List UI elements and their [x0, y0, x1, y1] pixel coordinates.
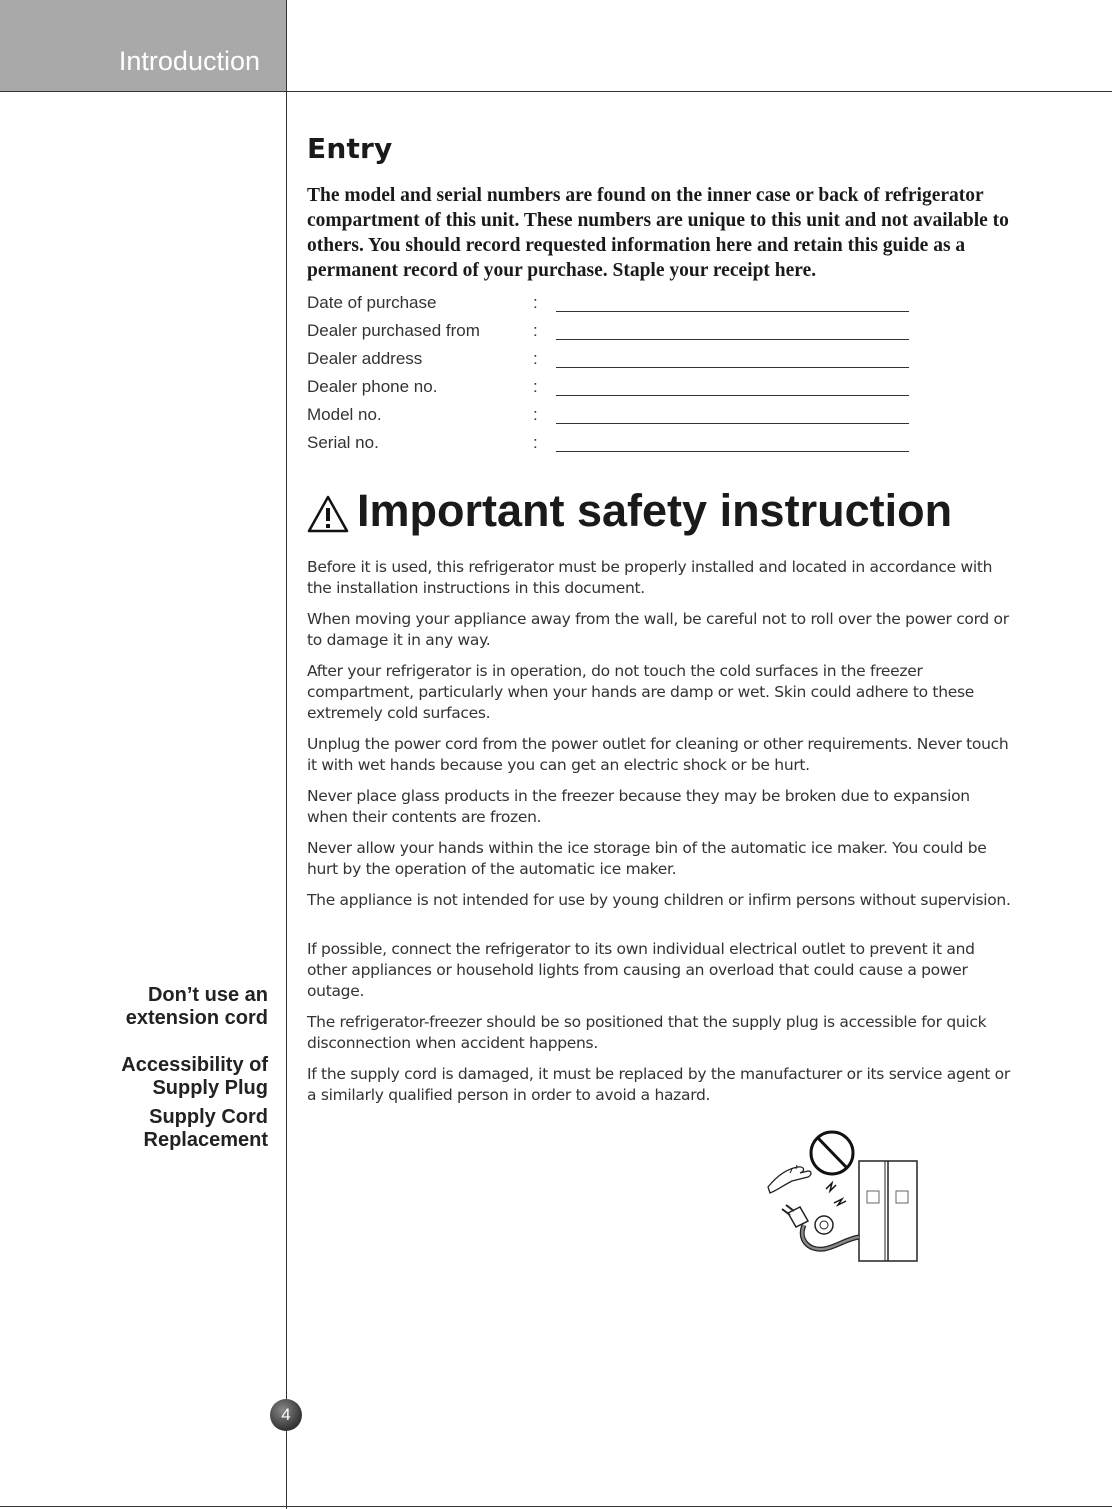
sidebar-heading-line: Accessibility of — [121, 1054, 268, 1076]
sidebar-heading-line: Supply Cord — [149, 1106, 268, 1128]
record-label: Model no. — [307, 405, 382, 424]
purchase-record-form — [307, 289, 1012, 457]
sidebar-heading-extension-cord — [126, 984, 268, 1030]
record-row — [307, 345, 1012, 373]
safety-paragraphs — [307, 557, 1012, 1106]
record-colon: : — [533, 433, 538, 452]
record-blank-line — [556, 395, 909, 396]
record-row — [307, 429, 1012, 457]
section-tab — [0, 0, 286, 91]
section-title: Introduction — [118, 46, 260, 76]
record-label: Dealer purchased from — [307, 321, 480, 340]
record-blank-line — [556, 339, 909, 340]
header-divider — [0, 91, 1112, 92]
record-row — [307, 317, 1012, 345]
no-wet-hands-plug-illustration — [762, 1125, 922, 1265]
record-colon: : — [533, 321, 538, 340]
safety-paragraph: Before it is used, this refrigerator must be properly installed and located in accordance with the installation instructions in this document. — [307, 558, 993, 597]
safety-heading — [307, 485, 1012, 537]
sidebar-heading-line: extension cord — [125, 1007, 268, 1029]
supply-plug-paragraph: The refrigerator-freezer should be so positioned that the supply plug is accessible for quick disconnection when accident happens. — [307, 1013, 987, 1052]
page-number: 4 — [270, 1399, 302, 1431]
record-blank-line — [556, 451, 909, 452]
sidebar-heading-line: Supply Plug — [152, 1077, 268, 1099]
safety-heading-text: Important safety instruction — [357, 485, 953, 536]
sidebar-heading-supply-plug — [121, 1054, 268, 1100]
sidebar-heading-line: Don’t use an — [147, 984, 268, 1006]
entry-title: Entry — [307, 132, 393, 165]
sidebar-heading-supply-cord — [144, 1106, 269, 1152]
safety-paragraph: After your refrigerator is in operation, do not touch the cold surfaces in the freezer compartment, particularly when your hands are damp or wet. Skin could adhere to these extremely cold surfaces. — [307, 662, 974, 722]
sidebar-heading-line: Replacement — [143, 1129, 268, 1151]
record-colon: : — [533, 349, 538, 368]
supply-cord-paragraph: If the supply cord is damaged, it must be replaced by the manufacturer or its service agent or a similarly qualified person in order to avoid a hazard. — [307, 1065, 1010, 1104]
main-content — [307, 132, 1012, 1116]
record-blank-line — [556, 423, 909, 424]
record-blank-line — [556, 311, 909, 312]
extension-cord-paragraph: If possible, connect the refrigerator to its own individual electrical outlet to prevent it and other appliances or household lights from causing an overload that could cause a power outage. — [307, 940, 975, 1000]
record-row — [307, 401, 1012, 429]
safety-paragraph: Never allow your hands within the ice storage bin of the automatic ice maker. You could be hurt by the operation of the automatic ice maker. — [307, 839, 987, 878]
record-row — [307, 289, 1012, 317]
safety-paragraph: Unplug the power cord from the power outlet for cleaning or other requirements. Never touch it with wet hands because you can get an electric shock or be hurt. — [307, 735, 1009, 774]
record-colon: : — [533, 377, 538, 396]
warning-triangle-icon — [307, 492, 349, 530]
footer-divider — [0, 1506, 1112, 1507]
record-blank-line — [556, 367, 909, 368]
record-label: Dealer phone no. — [307, 377, 438, 396]
record-label: Dealer address — [307, 349, 423, 368]
record-row — [307, 373, 1012, 401]
entry-intro: The model and serial numbers are found on the inner case or back of refrigerator compartment of this unit. These numbers are unique to this unit and not available to others. You should record requested information here and retain this guide as a permanent record of your purchase. Staple your receipt here. — [307, 185, 1009, 281]
record-colon: : — [533, 405, 538, 424]
safety-paragraph: Never place glass products in the freezer because they may be broken due to expansion when their contents are frozen. — [307, 787, 970, 826]
margin-divider — [286, 0, 287, 1509]
record-label: Date of purchase — [307, 293, 437, 312]
record-label: Serial no. — [307, 433, 379, 452]
paragraph-spacer — [307, 921, 1012, 939]
record-colon: : — [533, 293, 538, 312]
safety-paragraph: The appliance is not intended for use by young children or infirm persons without supervision. — [307, 891, 1011, 909]
safety-paragraph: When moving your appliance away from the wall, be careful not to roll over the power cord or to damage it in any way. — [307, 610, 1009, 649]
